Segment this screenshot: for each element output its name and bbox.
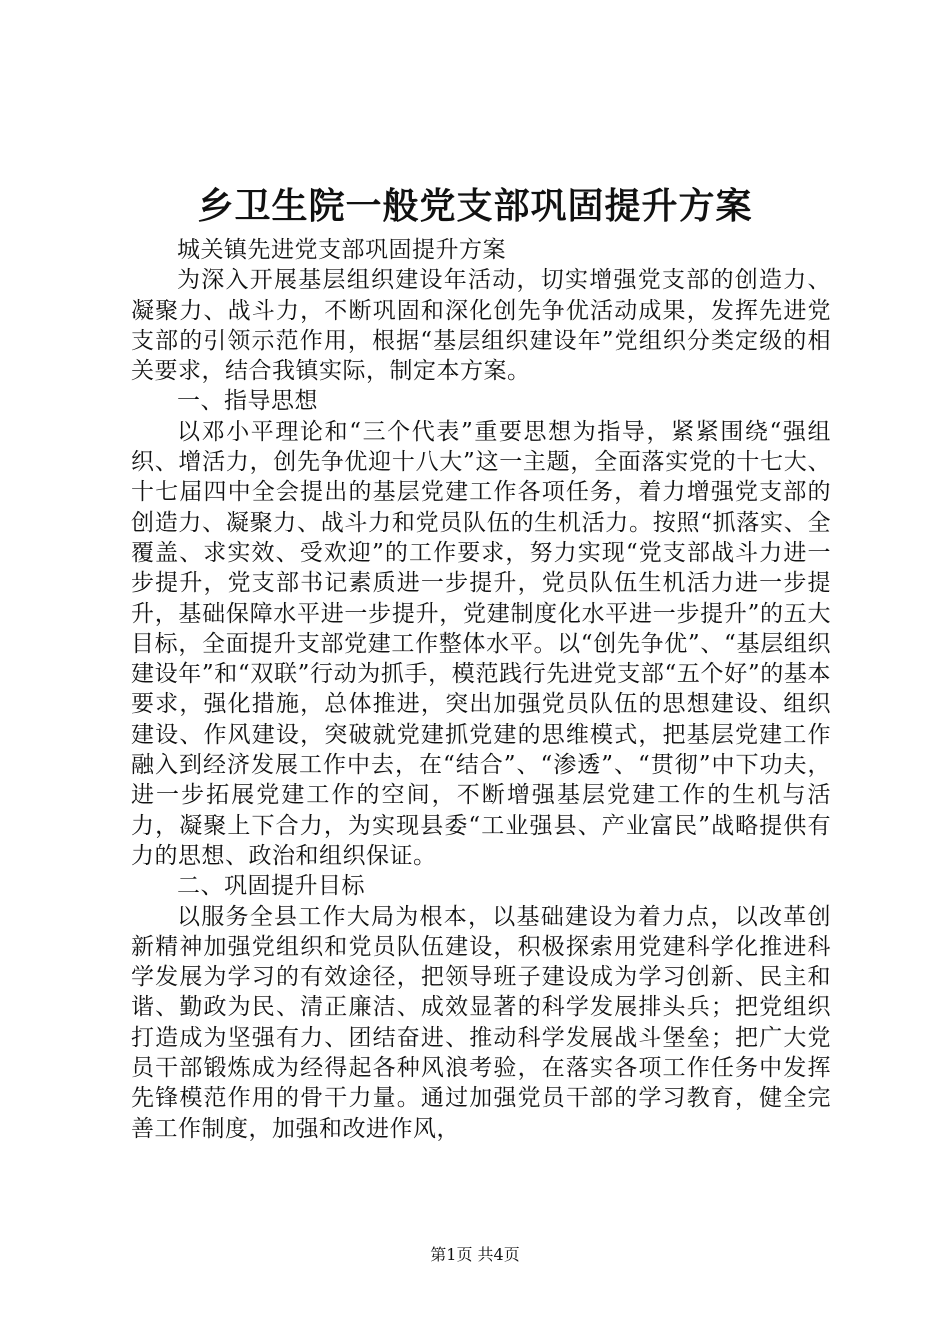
subtitle-paragraph: 城关镇先进党支部巩固提升方案 [177, 237, 506, 263]
intro-paragraph: 为深入开展基层组织建设年活动，切实增强党支部的创造力、凝聚力、战斗力，不断巩固和深化创先争优活动成果，发挥先进党支部的引领示范作用，根据“基层组织建设年”党组织分类定级的相关要求，结合我镇实际，制定本方案。 [131, 267, 831, 385]
page-footer: 第1页 共4页 [430, 1245, 520, 1264]
document-body [131, 235, 831, 1144]
section-heading-guiding-ideology: 一、指导思想 [177, 388, 318, 415]
goals-paragraph: 以服务全县工作大局为根本，以基础建设为着力点，以改革创新精神加强党组织和党员队伍建设，积极探索用党建科学化推进科学发展为学习的有效途径，把领导班子建设成为学习创新、民主和谐、勤政为民、清正廉洁、成效显著的科学发展排头兵；把党组织打造成为坚强有力、团结奋进、推动科学发展战斗堡垒；把广大党员干部锻炼成为经得起各种风浪考验，在落实各项工作任务中发挥先锋模范作用的骨干力量。通过加强党员干部的学习教育，健全完善工作制度，加强和改进作风， [131, 903, 831, 1142]
section-heading-goals: 二、巩固提升目标 [177, 873, 365, 900]
document-title: 乡卫生院一般党支部巩固提升方案 [197, 186, 753, 227]
guiding-ideology-paragraph: 以邓小平理论和“三个代表”重要思想为指导，紧紧围绕“强组织、增活力，创先争优迎十八大”这一主题，全面落实党的十七大、十七届四中全会提出的基层党建工作各项任务，着力增强党支部的创造力、凝聚力、战斗力和党员队伍的生机活力。按照“抓落实、全覆盖、求实效、受欢迎”的工作要求，努力实现“党支部战斗力进一步提升，党支部书记素质进一步提升，党员队伍生机活力进一步提升，基础保障水平进一步提升，党建制度化水平进一步提升”的五大目标，全面提升支部党建工作整体水平。以“创先争优”、“基层组织建设年”和“双联”行动为抓手，模范践行先进党支部“五个好”的基本要求，强化措施，总体推进，突出加强党员队伍的思想建设、组织建设、作风建设，突破就党建抓党建的思维模式，把基层党建工作融入到经济发展工作中去，在“结合”、“渗透”、“贯彻”中下功夫，进一步拓展党建工作的空间，不断增强基层党建工作的生机与活力，凝聚上下合力，为实现县委“工业强县、产业富民”战略提供有力的思想、政治和组织保证。 [131, 418, 831, 869]
